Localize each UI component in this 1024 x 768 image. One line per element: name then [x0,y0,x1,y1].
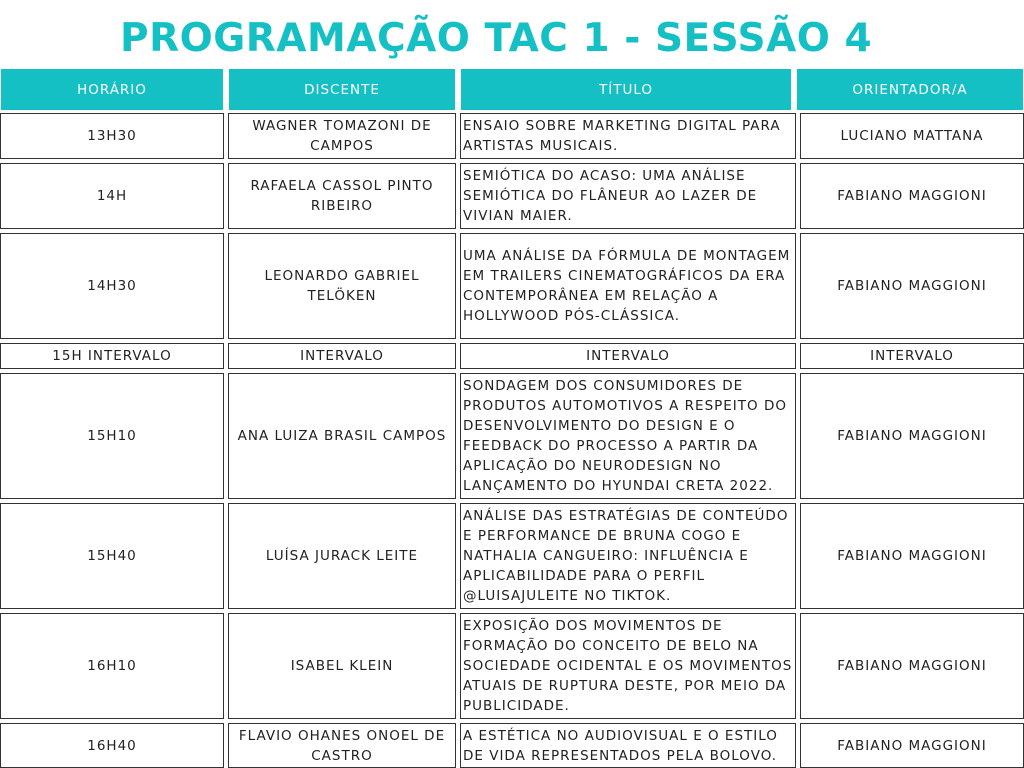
cell-orientador [800,373,1024,499]
cell-discente-text: INTERVALO [300,348,384,364]
cell-orientador-text: FABIANO MAGGIONI [837,428,987,444]
cell-titulo-text: SONDAGEM DOS CONSUMIDORES DE PRODUTOS AUTOMOTIVOS A RESPEITO DO DESENVOLVIMENTO DO DESIGN E O FEEDBACK DO PROCESSO A PARTIR DA APLICAÇÃO DO NEURODESIGN NO LANÇAMENTO DO HYUNDAI CRETA 2022. [463,378,787,494]
cell-titulo [460,373,796,499]
cell-discente [228,723,456,768]
cell-horario-text: 14H30 [87,278,137,294]
cell-horario [0,373,224,499]
cell-orientador [800,163,1024,229]
cell-titulo-text: SEMIÓTICA DO ACASO: UMA ANÁLISE SEMIÓTICA DO FLÂNEUR AO LAZER DE VIVIAN MAIER. [463,168,758,224]
cell-titulo-text: ENSAIO SOBRE MARKETING DIGITAL PARA ARTISTAS MUSICAIS. [463,118,781,154]
cell-titulo [460,613,796,719]
cell-horario [0,343,224,369]
cell-horario [0,503,224,609]
cell-discente [228,503,456,609]
cell-titulo [460,163,796,229]
cell-horario [0,113,224,159]
cell-orientador-text: FABIANO MAGGIONI [837,737,987,754]
cell-horario [0,163,224,229]
cell-horario-text: 13H30 [87,128,137,144]
cell-titulo-text: UMA ANÁLISE DA FÓRMULA DE MONTAGEM EM TRAILERS CINEMATOGRÁFICOS DA ERA CONTEMPORÂNEA EM RELAÇÃO A HOLLYWOOD PÓS-CLÁSSICA. [463,248,791,324]
cell-orientador [800,343,1024,369]
cell-orientador-text: FABIANO MAGGIONI [837,278,987,294]
cell-titulo [460,503,796,609]
cell-orientador [800,723,1024,768]
page-title: PROGRAMAÇÃO TAC 1 - SESSÃO 4 [120,16,873,61]
cell-orientador [800,113,1024,159]
cell-discente-text: ANA LUIZA BRASIL CAMPOS [237,428,447,444]
cell-horario-text: 16H40 [87,737,137,754]
cell-discente-text: ISABEL KLEIN [290,658,394,674]
cell-orientador-text: FABIANO MAGGIONI [837,658,987,674]
cell-orientador-text: FABIANO MAGGIONI [837,548,987,564]
cell-horario-text: 14H [96,188,128,204]
header-titulo: TÍTULO [460,68,792,111]
cell-discente [228,113,456,159]
cell-discente-text: RAFAELA CASSOL PINTO RIBEIRO [250,178,434,214]
header-horario: HORÁRIO [0,68,224,111]
cell-orientador [800,613,1024,719]
cell-discente-text: WAGNER TOMAZONI DE CAMPOS [252,118,432,154]
cell-titulo-text: INTERVALO [586,348,670,364]
cell-discente [228,373,456,499]
header-discente: DISCENTE [228,68,456,111]
header-orientador: ORIENTADOR/A [796,68,1024,111]
cell-titulo [460,343,796,369]
cell-discente [228,163,456,229]
cell-orientador-text: LUCIANO MATTANA [840,128,984,144]
cell-titulo-text: ANÁLISE DAS ESTRATÉGIAS DE CONTEÚDO E PERFORMANCE DE BRUNA COGO E NATHALIA CANGUEIRO: INFLUÊNCIA E APLICABILIDADE PARA O PERFIL @LUISAJULEITE NO TIKTOK. [463,508,789,604]
cell-orientador-text: FABIANO MAGGIONI [837,188,987,204]
cell-discente-text: LEONARDO GABRIEL TELÖKEN [264,268,420,304]
cell-orientador [800,233,1024,339]
cell-titulo [460,233,796,339]
cell-discente [228,233,456,339]
cell-horario [0,723,224,768]
cell-horario-text: 16H10 [87,658,137,674]
cell-titulo [460,113,796,159]
cell-horario-text: 15H INTERVALO [52,348,172,364]
cell-titulo [460,723,796,768]
cell-discente-text: LUÍSA JURACK LEITE [265,548,419,564]
cell-orientador-text: INTERVALO [870,348,954,364]
cell-discente-text: FLAVIO OHANES ONOEL DE CASTRO [238,727,446,764]
cell-horario-text: 15H10 [87,428,137,444]
cell-titulo-text: EXPOSIÇÃO DOS MOVIMENTOS DE FORMAÇÃO DO CONCEITO DE BELO NA SOCIEDADE OCIDENTAL E OS MOVIMENTOS ATUAIS DE RUPTURA DESTE, POR MEIO DA PUBLICIDADE. [463,618,793,714]
cell-orientador [800,503,1024,609]
cell-horario-text: 15H40 [87,548,137,564]
cell-discente [228,343,456,369]
cell-horario [0,233,224,339]
cell-horario [0,613,224,719]
cell-titulo-text: A ESTÉTICA NO AUDIOVISUAL E O ESTILO DE VIDA REPRESENTADOS PELA BOLOVO. [463,727,778,764]
cell-discente [228,613,456,719]
